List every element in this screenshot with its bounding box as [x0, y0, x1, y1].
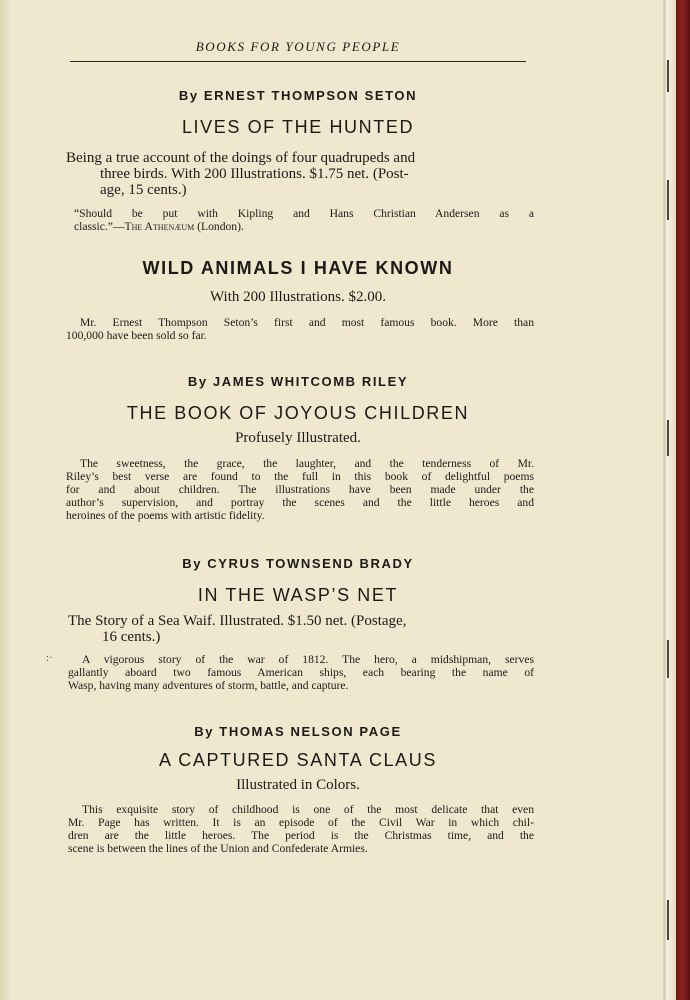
- book-gutter: [666, 0, 676, 1000]
- blurb-wild-animals: Mr. Ernest Thompson Seton’s first and most famous book. More than 100,000 have been sold so far.: [66, 316, 534, 342]
- blurb-santa-claus: This exquisite story of childhood is one of the most delicate that even Mr. Page has written. It is an episode of the Civil War in which chil- dren are the little heroes. The period is the Christmas time, and the scene is between the lines of the Union and Confederate Armies.: [68, 803, 534, 855]
- subtitle-wild-animals: With 200 Illustrations. $2.00.: [209, 289, 387, 305]
- blurb-joyous-children: The sweetness, the grace, the laughter, and the tenderness of Mr. Riley’s best verse are found to the full in this book of delightful poems for and about children. The illustrations have been made under the author’s supervision, and portray the scenes and the little heroes and heroines of the poems with artistic fidelity.: [66, 457, 534, 522]
- page-content: [62, 0, 534, 1000]
- title-book-of-joyous-children: THE BOOK OF JOYOUS CHILDREN: [126, 403, 470, 423]
- subtitle-santa-claus: Illustrated in Colors.: [236, 777, 360, 793]
- byline-riley: By JAMES WHITCOMB RILEY: [187, 374, 409, 389]
- running-head: BOOKS FOR YOUNG PEOPLE: [195, 39, 401, 54]
- binding-thread: [667, 180, 669, 220]
- stray-print-mark: :·: [46, 652, 53, 664]
- title-wild-animals-i-have-known: WILD ANIMALS I HAVE KNOWN: [142, 258, 454, 278]
- book-binding-edge: [676, 0, 690, 1000]
- title-in-the-wasps-net: IN THE WASP’S NET: [197, 585, 399, 605]
- binding-thread: [667, 60, 669, 92]
- description-wasps-net: The Story of a Sea Waif. Illustrated. $1.50 net. (Postage, 16 cents.): [68, 613, 407, 645]
- blurb-source: The Athenæum: [124, 220, 195, 233]
- description-lives-of-the-hunted: Being a true account of the doings of four quadrupeds and three birds. With 200 Illustrations. $1.75 net. (Post- age, 15 cents.): [66, 150, 416, 198]
- byline-seton: By ERNEST THOMPSON SETON: [178, 88, 418, 103]
- page-left-margin: [0, 0, 12, 1000]
- binding-thread: [667, 900, 669, 940]
- title-a-captured-santa-claus: A CAPTURED SANTA CLAUS: [159, 750, 437, 770]
- byline-page: By THOMAS NELSON PAGE: [194, 724, 402, 739]
- binding-thread: [667, 640, 669, 678]
- subtitle-joyous-children: Profusely Illustrated.: [235, 430, 361, 446]
- title-lives-of-the-hunted: LIVES OF THE HUNTED: [181, 117, 415, 137]
- blurb-lives-of-the-hunted: “Should be put with Kipling and Hans Christian Andersen as a classic.”—The Athenæum (London).: [74, 207, 534, 233]
- blurb-wasps-net: A vigorous story of the war of 1812. The hero, a midshipman, serves gallantly aboard two famous American ships, each bearing the name of Wasp, having many adventures of storm, battle, and capture.: [68, 653, 534, 692]
- binding-thread: [667, 420, 669, 456]
- byline-brady: By CYRUS TOWNSEND BRADY: [182, 556, 414, 571]
